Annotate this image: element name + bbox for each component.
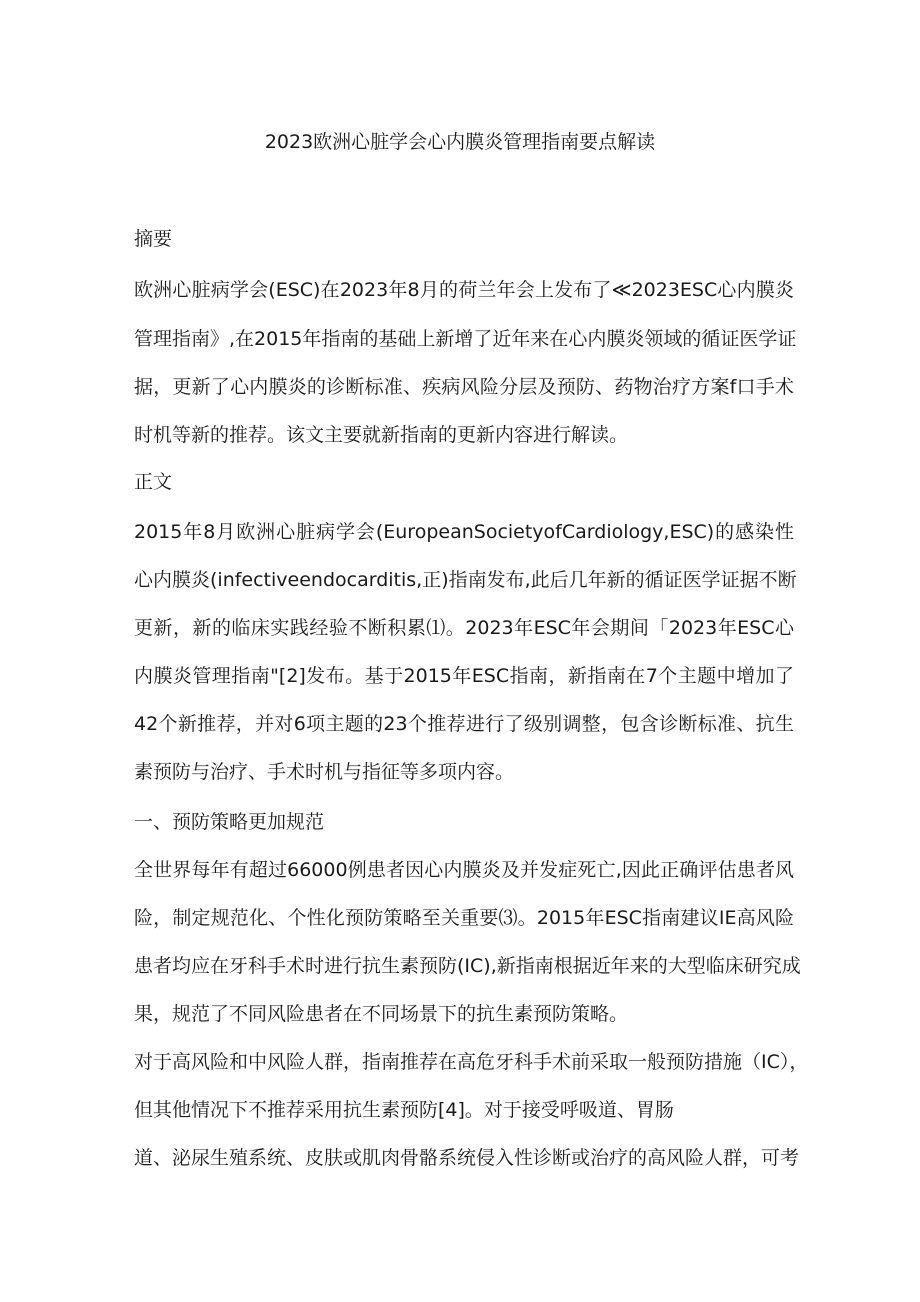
body-line: 道、泌尿生殖系统、皮肤或肌肉骨骼系统侵入性诊断或治疗的高风险人群，可考 [134, 1147, 800, 1169]
body-line: 42个新推荐，并对6项主题的23个推荐进行了级别调整，包含诊断标准、抗生 [134, 713, 794, 735]
body-line: 内膜炎管理指南"[2]发布。基于2015年ESC指南，新指南在7个主题中增加了 [134, 665, 794, 687]
abstract-line: 时机等新的推荐。该文主要就新指南的更新内容进行解读。 [134, 424, 629, 446]
body-line: 险，制定规范化、个性化预防策略至关重要⑶。2015年ESC指南建议IE高风险 [134, 907, 794, 929]
body-line: 但其他情况下不推荐采用抗生素预防[4]。对于接受呼吸道、胃肠 [134, 1099, 674, 1121]
body-line: 素预防与治疗、手术时机与指征等多项内容。 [134, 761, 515, 783]
body-line: 全世界每年有超过66000例患者因心内膜炎及并发症死亡,因此正确评估患者风 [134, 859, 794, 881]
body-line: 更新，新的临床实践经验不断积累⑴。2023年ESC年会期间「2023年ESC心 [134, 617, 794, 639]
abstract-line: 欧洲心脏病学会(ESC)在2023年8月的荷兰年会上发布了≪2023ESC心内膜炎 [134, 279, 794, 301]
section-heading-body: 正文 [134, 471, 173, 493]
section-heading-prevention: 一、预防策略更加规范 [134, 811, 325, 833]
body-line: 心内膜炎(infectiveendocarditis,正)指南发布,此后几年新的循证医学证据不断 [134, 569, 797, 591]
body-line: 患者均应在牙科手术时进行抗生素预防(IC),新指南根据近年来的大型临床研究成 [134, 955, 801, 977]
body-line: 果，规范了不同风险患者在不同场景下的抗生素预防策略。 [134, 1003, 629, 1025]
abstract-line: 据，更新了心内膜炎的诊断标准、疾病风险分层及预防、药物治疗方案f口手术 [134, 376, 794, 398]
section-heading-abstract: 摘要 [134, 228, 173, 250]
abstract-line: 管理指南》,在2015年指南的基础上新增了近年来在心内膜炎领域的循证医学证 [134, 328, 797, 350]
body-line: 对于高风险和中风险人群，指南推荐在高危牙科手术前采取一般预防措施（IC）， [134, 1051, 809, 1073]
body-line: 2015年8月欧洲心脏病学会(EuropeanSocietyofCardiology,ESC)的感染性 [134, 521, 794, 543]
document-title: 2023欧洲心脏学会心内膜炎管理指南要点解读 [264, 131, 656, 153]
